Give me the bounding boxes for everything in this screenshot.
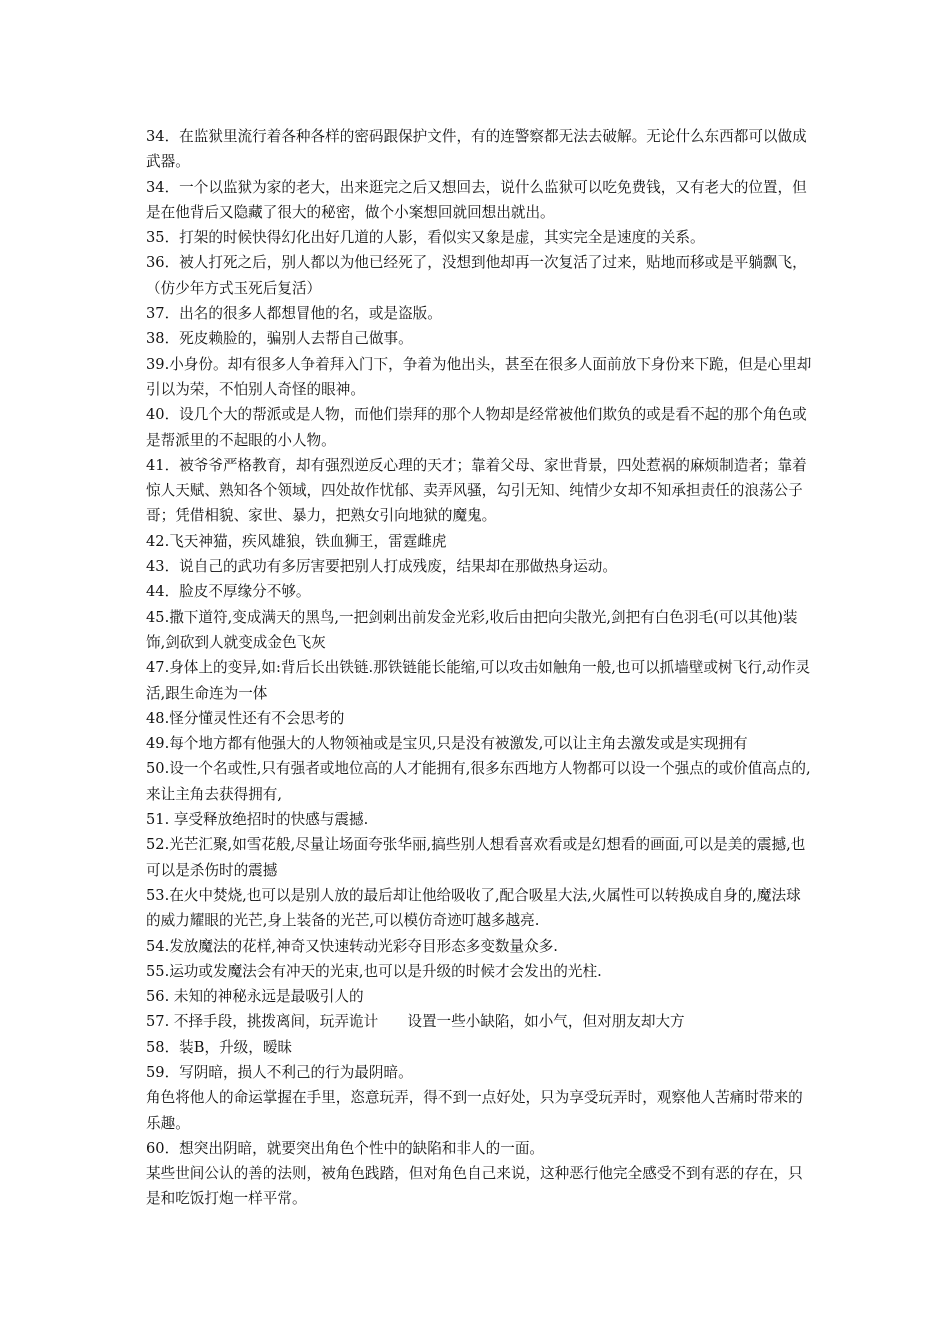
paragraph-37: 37．出名的很多人都想冒他的名，或是盗版。 [146, 305, 442, 323]
paragraph-43: 43．说自己的武功有多厉害要把别人打成残废，结果却在那做热身运动。 [146, 558, 617, 576]
paragraph-60-detail: 某些世间公认的善的法则，被角色践踏，但对角色自己来说，这种恶行他完全感受不到有恶的存在，只是和吃饭打炮一样平常。 [146, 1165, 803, 1208]
paragraph-40: 40．设几个大的帮派或是人物，而他们崇拜的那个人物却是经常被他们欺负的或是看不起的那个角色或是帮派里的不起眼的小人物。 [146, 406, 807, 449]
paragraph-34b: 34．一个以监狱为家的老大，出来逛完之后又想回去，说什么监狱可以吃免费钱，又有老大的位置，但是在他背后又隐藏了很大的秘密，做个小案想回就回想出就出。 [146, 178, 807, 221]
paragraph-35: 35．打架的时候快得幻化出好几道的人影，看似实又象是虚，其实完全是速度的关系。 [146, 229, 705, 247]
paragraph-60: 60．想突出阴暗，就要突出角色个性中的缺陷和非人的一面。 [146, 1139, 545, 1157]
paragraph-38: 38．死皮赖脸的，骗别人去帮自己做事。 [146, 330, 413, 348]
paragraph-39: 39.小身份。却有很多人争着拜入门下，争着为他出头，甚至在很多人面前放下身份来下跪，但是心里却引以为荣，不怕别人奇怪的眼神。 [146, 355, 812, 398]
paragraph-41: 41．被爷爷严格教育，却有强烈逆反心理的天才；靠着父母、家世背景，四处惹祸的麻烦制造者；靠着惊人天赋、熟知各个领域，四处故作忧郁、卖弄风骚，勾引无知、纯情少女却不知承担责任的浪荡公子哥；凭借相貌、家世、暴力，把熟女引向地狱的魔鬼。 [146, 456, 807, 525]
paragraph-59-detail: 角色将他人的命运掌握在手里，恣意玩弄，得不到一点好处，只为享受玩弄时，观察他人苦痛时带来的乐趣。 [146, 1089, 803, 1132]
paragraph-53: 53.在火中焚烧,也可以是别人放的最后却让他给吸收了,配合吸星大法,火属性可以转换成自身的,魔法球的威力耀眼的光芒,身上装备的光芒,可以模仿奇迹叮越多越亮. [146, 886, 801, 930]
paragraph-48: 48.怪分懂灵性还有不会思考的 [146, 709, 345, 727]
paragraph-52: 52.光芒汇聚,如雪花般,尽量让场面夸张华丽,搞些别人想看喜欢看或是幻想看的画面,可以是美的震撼,也可以是杀伤时的震撼 [146, 836, 806, 879]
paragraph-42: 42.飞天神猫，疾风雄狼，铁血狮王，雷霆雌虎 [146, 532, 447, 550]
document-body [146, 124, 814, 1212]
paragraph-45: 45.撒下道符,变成满天的黑鸟,一把剑刺出前发金光彩,收后由把向尖散光,剑把有白色羽毛(可以其他)装饰,剑砍到人就变成金色飞灰 [146, 608, 798, 651]
paragraph-57: 57. 不择手段，挑拨离间，玩弄诡计 设置一些小缺陷，如小气，但对朋友却大方 [146, 1013, 685, 1031]
paragraph-54: 54.发放魔法的花样,神奇又快速转动光彩夺目形态多变数量众多. [146, 937, 558, 955]
paragraph-50: 50.设一个名或性,只有强者或地位高的人才能拥有,很多东西地方人物都可以设一个强点的或价值高点的,来让主角去获得拥有, [146, 760, 811, 803]
paragraph-47: 47.身体上的变异,如:背后长出铁链.那铁链能长能缩,可以攻击如触角一般,也可以抓墙壁或树飞行,动作灵活,跟生命连为一体 [146, 659, 811, 702]
paragraph-51: 51. 享受释放绝招时的快感与震撼. [146, 811, 369, 829]
paragraph-34a: 34．在监狱里流行着各种各样的密码跟保护文件，有的连警察都无法去破解。无论什么东西都可以做成武器。 [146, 128, 807, 171]
paragraph-59: 59．写阴暗，损人不利己的行为最阴暗。 [146, 1063, 413, 1081]
paragraph-44: 44．脸皮不厚缘分不够。 [146, 583, 311, 601]
paragraph-55: 55.运功或发魔法会有冲天的光束,也可以是升级的时候才会发出的光柱. [146, 962, 602, 980]
paragraph-56: 56. 未知的神秘永远是最吸引人的 [146, 988, 364, 1006]
paragraph-49: 49.每个地方都有他强大的人物领袖或是宝贝,只是没有被激发,可以让主角去激发或是实现拥有 [146, 735, 748, 753]
paragraph-36: 36．被人打死之后，别人都以为他已经死了，没想到他却再一次复活了过来，贴地而移或是平躺飘飞，（仿少年方式玉死后复活） [146, 254, 807, 297]
paragraph-58: 58．装B，升级，暧昧 [146, 1038, 293, 1056]
